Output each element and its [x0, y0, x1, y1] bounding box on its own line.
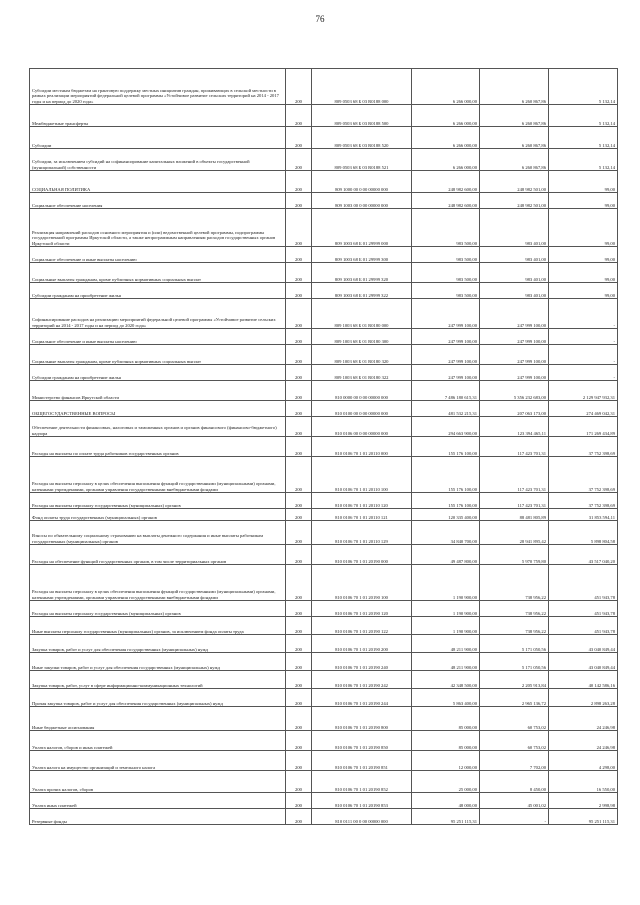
table-row — [30, 283, 618, 299]
row-approved-cell: 983 500,00 — [412, 263, 480, 283]
row-code-cell: 200 — [286, 283, 312, 299]
table-row — [30, 653, 618, 671]
table-row — [30, 365, 618, 381]
row-kbk-cell: 809 1003 68 Б 01 R0180 300 — [312, 329, 412, 345]
row-code-cell: 200 — [286, 617, 312, 635]
row-name-cell: Иные закупки товаров, работ и услуг для обеспечения государственных (муниципальных) нужд — [30, 653, 286, 671]
row-approved-cell: 155 176 100,00 — [412, 493, 480, 509]
row-executed-cell: 2 205 913,84 — [480, 671, 549, 689]
table-row — [30, 105, 618, 127]
row-executed-cell: 983 401,00 — [480, 283, 549, 299]
row-code-cell: 200 — [286, 247, 312, 263]
row-executed-cell: 248 982 501,00 — [480, 171, 549, 193]
row-kbk-cell: 810 0111 00 0 00 00000 000 — [312, 809, 412, 825]
row-code-cell: 200 — [286, 209, 312, 247]
row-approved-cell: 155 176 100,00 — [412, 457, 480, 493]
row-kbk-cell: 810 0106 70 1 01 20190 242 — [312, 671, 412, 689]
row-code-cell: 200 — [286, 771, 312, 793]
row-code-cell: 200 — [286, 689, 312, 707]
table-row — [30, 127, 618, 149]
row-unexecuted-cell: 43 040 849,44 — [549, 653, 618, 671]
row-code-cell: 200 — [286, 417, 312, 437]
row-code-cell: 200 — [286, 635, 312, 653]
row-approved-cell: 983 500,00 — [412, 209, 480, 247]
row-approved-cell: 42 348 500,00 — [412, 671, 480, 689]
row-name-cell: Закупка товаров, работ, услуг в сфере информационно-коммуникационных технологий — [30, 671, 286, 689]
row-executed-cell: 247 999 100,00 — [480, 329, 549, 345]
row-unexecuted-cell: - — [549, 299, 618, 329]
row-approved-cell: 155 176 100,00 — [412, 437, 480, 457]
row-name-cell: Резервные фонды — [30, 809, 286, 825]
table-row — [30, 671, 618, 689]
row-kbk-cell: 810 0106 70 1 01 20110 129 — [312, 521, 412, 545]
row-approved-cell: 248 982 600,00 — [412, 193, 480, 209]
row-name-cell: Социальное обеспечение населения — [30, 193, 286, 209]
table-row — [30, 617, 618, 635]
row-kbk-cell: 809 1003 68 Б 01 29999 322 — [312, 283, 412, 299]
row-code-cell: 200 — [286, 299, 312, 329]
row-kbk-cell: 810 0106 70 1 01 20190 800 — [312, 707, 412, 731]
row-unexecuted-cell: 5 132,14 — [549, 69, 618, 105]
row-approved-cell: 6 266 000,00 — [412, 69, 480, 105]
row-unexecuted-cell: 16 550,00 — [549, 771, 618, 793]
row-code-cell: 200 — [286, 707, 312, 731]
row-approved-cell: 248 982 600,00 — [412, 171, 480, 193]
row-kbk-cell: 809 1003 68 Б 01 R0180 322 — [312, 365, 412, 381]
row-approved-cell: 481 532 215,31 — [412, 401, 480, 417]
row-code-cell: 200 — [286, 731, 312, 751]
row-kbk-cell: 810 0106 70 1 01 20110 120 — [312, 493, 412, 509]
row-kbk-cell: 810 0106 70 1 01 20110 121 — [312, 509, 412, 521]
row-kbk-cell: 810 0106 70 1 01 20190 100 — [312, 565, 412, 601]
row-name-cell: Уплата прочих налогов, сборов — [30, 771, 286, 793]
row-executed-cell: - — [480, 809, 549, 825]
row-executed-cell: 983 401,00 — [480, 209, 549, 247]
row-kbk-cell: 810 0106 70 1 01 20190 200 — [312, 635, 412, 653]
row-executed-cell: 983 401,00 — [480, 247, 549, 263]
row-unexecuted-cell: 171 269 434,89 — [549, 417, 618, 437]
row-name-cell: Социальное обеспечение и иные выплаты населению — [30, 329, 286, 345]
row-unexecuted-cell: 37 752 398,69 — [549, 493, 618, 509]
row-kbk-cell: 809 0503 68 Б 03 R0188 000 — [312, 69, 412, 105]
table-row — [30, 345, 618, 365]
row-name-cell: Расходы на выплаты персоналу в целях обеспечения выполнения функций государственными (муниципальными) органами, казенными учреждениями, органами управления государственными внебюджетными фондами — [30, 565, 286, 601]
row-approved-cell: 5 863 400,00 — [412, 689, 480, 707]
table-row — [30, 545, 618, 565]
row-name-cell: Реализация направлений расходов основного мероприятия и (или) ведомственной целевой программы, подпрограммы государственной программы Иркутской области, а также непрограммным направлениям расходов государственных органов Иркутской области — [30, 209, 286, 247]
row-unexecuted-cell: 5 132,14 — [549, 149, 618, 171]
row-executed-cell: 117 423 701,31 — [480, 437, 549, 457]
row-executed-cell: 6 260 867,86 — [480, 127, 549, 149]
row-approved-cell: 85 000,00 — [412, 731, 480, 751]
row-unexecuted-cell: 99,00 — [549, 247, 618, 263]
row-executed-cell: 738 956,22 — [480, 565, 549, 601]
row-unexecuted-cell: 24 246,98 — [549, 707, 618, 731]
row-code-cell: 200 — [286, 493, 312, 509]
row-kbk-cell: 809 1003 68 Б 01 29999 300 — [312, 247, 412, 263]
table-row — [30, 521, 618, 545]
row-kbk-cell: 810 0106 70 1 01 20190 122 — [312, 617, 412, 635]
row-code-cell: 200 — [286, 437, 312, 457]
row-approved-cell: 983 500,00 — [412, 247, 480, 263]
row-unexecuted-cell: - — [549, 329, 618, 345]
row-unexecuted-cell: 2 898 263,28 — [549, 689, 618, 707]
table-row — [30, 401, 618, 417]
row-unexecuted-cell: 451 943,78 — [549, 617, 618, 635]
table-row — [30, 381, 618, 401]
row-unexecuted-cell: 99,00 — [549, 171, 618, 193]
row-kbk-cell: 810 0106 70 1 01 20110 100 — [312, 457, 412, 493]
table-row — [30, 771, 618, 793]
row-kbk-cell: 810 0106 70 1 01 20190 850 — [312, 731, 412, 751]
table-row — [30, 171, 618, 193]
row-name-cell: Расходы на выплаты по оплате труда работников государственных органов — [30, 437, 286, 457]
row-executed-cell: 6 260 867,86 — [480, 69, 549, 105]
row-unexecuted-cell: 43 040 849,44 — [549, 635, 618, 653]
table-row — [30, 457, 618, 493]
row-unexecuted-cell: 5 132,14 — [549, 127, 618, 149]
row-name-cell: Субсидии — [30, 127, 286, 149]
row-executed-cell: 123 394 465,11 — [480, 417, 549, 437]
row-executed-cell: 5 356 232 683,00 — [480, 381, 549, 401]
row-code-cell: 200 — [286, 149, 312, 171]
row-kbk-cell: 810 0000 00 0 00 00000 000 — [312, 381, 412, 401]
row-executed-cell: 45 001,02 — [480, 793, 549, 809]
row-name-cell: Софинансирование расходов на реализацию мероприятий федеральной целевой программы «Устойчивое развитие сельских территорий на 2014 - 2017 годы и на период до 2020 года» — [30, 299, 286, 329]
row-unexecuted-cell: 274 469 042,31 — [549, 401, 618, 417]
row-code-cell: 200 — [286, 809, 312, 825]
row-code-cell: 200 — [286, 793, 312, 809]
row-kbk-cell: 810 0106 70 1 01 20190 120 — [312, 601, 412, 617]
table-row — [30, 707, 618, 731]
row-name-cell: Субсидии местным бюджетам на грантовую поддержку местных инициатив граждан, проживающих в сельской местности в рамках реализации мероприятий федеральной целевой программы «Устойчивое развитие сельских территорий на 2014 - 2017 годы и на период до 2020 года» — [30, 69, 286, 105]
row-unexecuted-cell: 99,00 — [549, 209, 618, 247]
row-executed-cell: 248 982 501,00 — [480, 193, 549, 209]
row-code-cell: 200 — [286, 601, 312, 617]
row-unexecuted-cell: - — [549, 365, 618, 381]
row-kbk-cell: 810 0106 70 1 01 20110 000 — [312, 437, 412, 457]
row-approved-cell: 247 999 100,00 — [412, 329, 480, 345]
table-row — [30, 69, 618, 105]
row-approved-cell: 6 266 000,00 — [412, 149, 480, 171]
table-row — [30, 601, 618, 617]
row-approved-cell: 48 000,00 — [412, 793, 480, 809]
table-row — [30, 809, 618, 825]
row-kbk-cell: 809 1003 68 Б 01 29999 000 — [312, 209, 412, 247]
row-name-cell: ОБЩЕГОСУДАРСТВЕННЫЕ ВОПРОСЫ — [30, 401, 286, 417]
row-code-cell: 200 — [286, 365, 312, 381]
row-code-cell: 200 — [286, 127, 312, 149]
row-kbk-cell: 810 0100 00 0 00 00000 000 — [312, 401, 412, 417]
row-executed-cell: 8 450,00 — [480, 771, 549, 793]
row-unexecuted-cell: 24 246,98 — [549, 731, 618, 751]
row-kbk-cell: 809 1003 68 Б 01 R0180 000 — [312, 299, 412, 329]
row-unexecuted-cell: 40 142 586,16 — [549, 671, 618, 689]
row-executed-cell: 247 999 100,00 — [480, 299, 549, 329]
row-name-cell: Взносы по обязательному социальному страхованию на выплаты денежного содержания и иные выплаты работникам государственных (муниципальных) органов — [30, 521, 286, 545]
table-row — [30, 299, 618, 329]
row-unexecuted-cell: 99,00 — [549, 283, 618, 299]
row-approved-cell: 34 840 700,00 — [412, 521, 480, 545]
row-code-cell: 200 — [286, 521, 312, 545]
row-unexecuted-cell: 37 752 398,69 — [549, 457, 618, 493]
table-row — [30, 209, 618, 247]
row-name-cell: Межбюджетные трансферты — [30, 105, 286, 127]
row-name-cell: Фонд оплаты труда государственных (муниципальных) органов — [30, 509, 286, 521]
row-name-cell: Социальное обеспечение и иные выплаты населению — [30, 247, 286, 263]
row-executed-cell: 983 401,00 — [480, 263, 549, 283]
row-code-cell: 200 — [286, 509, 312, 521]
row-code-cell: 200 — [286, 69, 312, 105]
row-executed-cell: 247 999 100,00 — [480, 365, 549, 381]
row-executed-cell: 5 171 050,56 — [480, 635, 549, 653]
row-kbk-cell: 810 0106 70 1 01 20190 853 — [312, 793, 412, 809]
row-unexecuted-cell: 2 998,98 — [549, 793, 618, 809]
row-approved-cell: 1 190 900,00 — [412, 601, 480, 617]
row-unexecuted-cell: 5 898 804,58 — [549, 521, 618, 545]
budget-execution-table — [29, 68, 618, 825]
row-approved-cell: 49 487 800,00 — [412, 545, 480, 565]
row-unexecuted-cell: 95 251 115,31 — [549, 809, 618, 825]
row-name-cell: Субсидии, за исключением субсидий на софинансирование капитальных вложений в объекты государственной (муниципальной) собственности — [30, 149, 286, 171]
row-approved-cell: 1 190 900,00 — [412, 565, 480, 601]
page-number: 76 — [315, 14, 325, 24]
table-row — [30, 509, 618, 521]
row-unexecuted-cell: 99,00 — [549, 193, 618, 209]
row-name-cell: Иные выплаты персоналу государственных (муниципальных) органов, за исключением фонда оплаты труда — [30, 617, 286, 635]
row-kbk-cell: 809 1000 00 0 00 00000 000 — [312, 171, 412, 193]
table-row — [30, 793, 618, 809]
row-code-cell: 200 — [286, 565, 312, 601]
row-name-cell: Расходы на обеспечение функций государственных органов, в том числе территориальных органов — [30, 545, 286, 565]
table-row — [30, 635, 618, 653]
row-kbk-cell: 809 1003 68 Б 01 R0180 320 — [312, 345, 412, 365]
row-code-cell: 200 — [286, 457, 312, 493]
row-approved-cell: 6 266 000,00 — [412, 105, 480, 127]
row-approved-cell: 85 000,00 — [412, 707, 480, 731]
table-row — [30, 689, 618, 707]
row-executed-cell: 117 423 701,31 — [480, 457, 549, 493]
row-kbk-cell: 809 1003 68 Б 01 29999 320 — [312, 263, 412, 283]
table-row — [30, 731, 618, 751]
row-executed-cell: 5 970 759,80 — [480, 545, 549, 565]
row-kbk-cell: 809 0503 68 Б 03 R0188 500 — [312, 105, 412, 127]
row-name-cell: Уплата налога на имущество организаций и земельного налога — [30, 751, 286, 771]
row-executed-cell: 738 956,22 — [480, 617, 549, 635]
row-approved-cell: 247 999 100,00 — [412, 299, 480, 329]
row-unexecuted-cell: 31 853 594,11 — [549, 509, 618, 521]
row-unexecuted-cell: 451 943,78 — [549, 601, 618, 617]
row-executed-cell: 60 753,02 — [480, 707, 549, 731]
row-approved-cell: 6 266 000,00 — [412, 127, 480, 149]
row-unexecuted-cell: 5 132,14 — [549, 105, 618, 127]
table-row — [30, 329, 618, 345]
row-executed-cell: 738 956,22 — [480, 601, 549, 617]
row-code-cell: 200 — [286, 105, 312, 127]
row-approved-cell: 48 211 900,00 — [412, 635, 480, 653]
row-approved-cell: 247 999 100,00 — [412, 345, 480, 365]
row-approved-cell: 983 500,00 — [412, 283, 480, 299]
row-code-cell: 200 — [286, 329, 312, 345]
row-unexecuted-cell: 37 752 398,69 — [549, 437, 618, 457]
row-name-cell: Закупка товаров, работ и услуг для обеспечения государственных (муниципальных) нужд — [30, 635, 286, 653]
table-row — [30, 437, 618, 457]
row-kbk-cell: 809 1003 00 0 00 00000 000 — [312, 193, 412, 209]
row-approved-cell: 95 251 115,31 — [412, 809, 480, 825]
row-name-cell: Иные бюджетные ассигнования — [30, 707, 286, 731]
row-executed-cell: 6 260 867,86 — [480, 149, 549, 171]
table-row — [30, 417, 618, 437]
row-name-cell: Прочая закупка товаров, работ и услуг для обеспечения государственных (муниципальных) нужд — [30, 689, 286, 707]
row-name-cell: Субсидии гражданам на приобретение жилья — [30, 365, 286, 381]
row-code-cell: 200 — [286, 171, 312, 193]
row-kbk-cell: 810 0106 70 1 01 20190 852 — [312, 771, 412, 793]
row-approved-cell: 120 335 400,00 — [412, 509, 480, 521]
table-row — [30, 565, 618, 601]
row-kbk-cell: 810 0106 70 1 01 20190 240 — [312, 653, 412, 671]
row-kbk-cell: 809 0503 68 Б 03 R0188 520 — [312, 127, 412, 149]
table-body — [30, 69, 618, 825]
row-name-cell: Уплата иных платежей — [30, 793, 286, 809]
row-executed-cell: 28 941 895,42 — [480, 521, 549, 545]
row-executed-cell: 88 481 805,89 — [480, 509, 549, 521]
row-approved-cell: 7 486 180 615,31 — [412, 381, 480, 401]
table-row — [30, 493, 618, 509]
row-unexecuted-cell: 43 517 040,20 — [549, 545, 618, 565]
row-executed-cell: 6 260 867,86 — [480, 105, 549, 127]
row-approved-cell: 48 211 900,00 — [412, 653, 480, 671]
row-code-cell: 200 — [286, 671, 312, 689]
row-name-cell: СОЦИАЛЬНАЯ ПОЛИТИКА — [30, 171, 286, 193]
row-code-cell: 200 — [286, 381, 312, 401]
table-row — [30, 263, 618, 283]
row-name-cell: Социальные выплаты гражданам, кроме публичных нормативных социальных выплат — [30, 263, 286, 283]
row-code-cell: 200 — [286, 751, 312, 771]
row-code-cell: 200 — [286, 345, 312, 365]
row-executed-cell: 2 965 136,72 — [480, 689, 549, 707]
table-row — [30, 149, 618, 171]
row-code-cell: 200 — [286, 545, 312, 565]
row-executed-cell: 5 171 050,56 — [480, 653, 549, 671]
row-kbk-cell: 810 0106 70 1 01 20190 851 — [312, 751, 412, 771]
row-name-cell: Субсидии гражданам на приобретение жилья — [30, 283, 286, 299]
row-unexecuted-cell: 2 129 947 932,31 — [549, 381, 618, 401]
row-executed-cell: 7 702,00 — [480, 751, 549, 771]
row-name-cell: Министерство финансов Иркутской области — [30, 381, 286, 401]
row-code-cell: 200 — [286, 401, 312, 417]
row-executed-cell: 117 423 701,31 — [480, 493, 549, 509]
row-kbk-cell: 810 0106 70 1 01 20190 244 — [312, 689, 412, 707]
row-name-cell: Расходы на выплаты персоналу в целях обеспечения выполнения функций государственными (муниципальными) органами, казенными учреждениями, органами управления государственными внебюджетными фондами — [30, 457, 286, 493]
row-name-cell: Обеспечение деятельности финансовых, налоговых и таможенных органов и органов финансового (финансово-бюджетного) надзора — [30, 417, 286, 437]
row-code-cell: 200 — [286, 653, 312, 671]
table-row — [30, 751, 618, 771]
row-name-cell: Расходы на выплаты персоналу государственных (муниципальных) органов — [30, 493, 286, 509]
row-kbk-cell: 810 0106 00 0 00 00000 000 — [312, 417, 412, 437]
table-row — [30, 247, 618, 263]
row-approved-cell: 294 663 900,00 — [412, 417, 480, 437]
row-unexecuted-cell: - — [549, 345, 618, 365]
row-approved-cell: 25 000,00 — [412, 771, 480, 793]
row-name-cell: Расходы на выплаты персоналу государственных (муниципальных) органов — [30, 601, 286, 617]
row-approved-cell: 1 190 900,00 — [412, 617, 480, 635]
budget-table-wrapper — [29, 68, 617, 825]
row-approved-cell: 12 000,00 — [412, 751, 480, 771]
row-approved-cell: 247 999 100,00 — [412, 365, 480, 381]
row-unexecuted-cell: 4 298,00 — [549, 751, 618, 771]
row-executed-cell: 207 063 173,00 — [480, 401, 549, 417]
row-executed-cell: 247 999 100,00 — [480, 345, 549, 365]
row-kbk-cell: 809 0503 68 Б 03 R0188 521 — [312, 149, 412, 171]
row-name-cell: Социальные выплаты гражданам, кроме публичных нормативных социальных выплат — [30, 345, 286, 365]
row-kbk-cell: 810 0106 70 1 01 20190 000 — [312, 545, 412, 565]
row-unexecuted-cell: 451 943,78 — [549, 565, 618, 601]
row-executed-cell: 60 753,02 — [480, 731, 549, 751]
row-code-cell: 200 — [286, 193, 312, 209]
table-row — [30, 193, 618, 209]
row-name-cell: Уплата налогов, сборов и иных платежей — [30, 731, 286, 751]
row-unexecuted-cell: 99,00 — [549, 263, 618, 283]
row-code-cell: 200 — [286, 263, 312, 283]
